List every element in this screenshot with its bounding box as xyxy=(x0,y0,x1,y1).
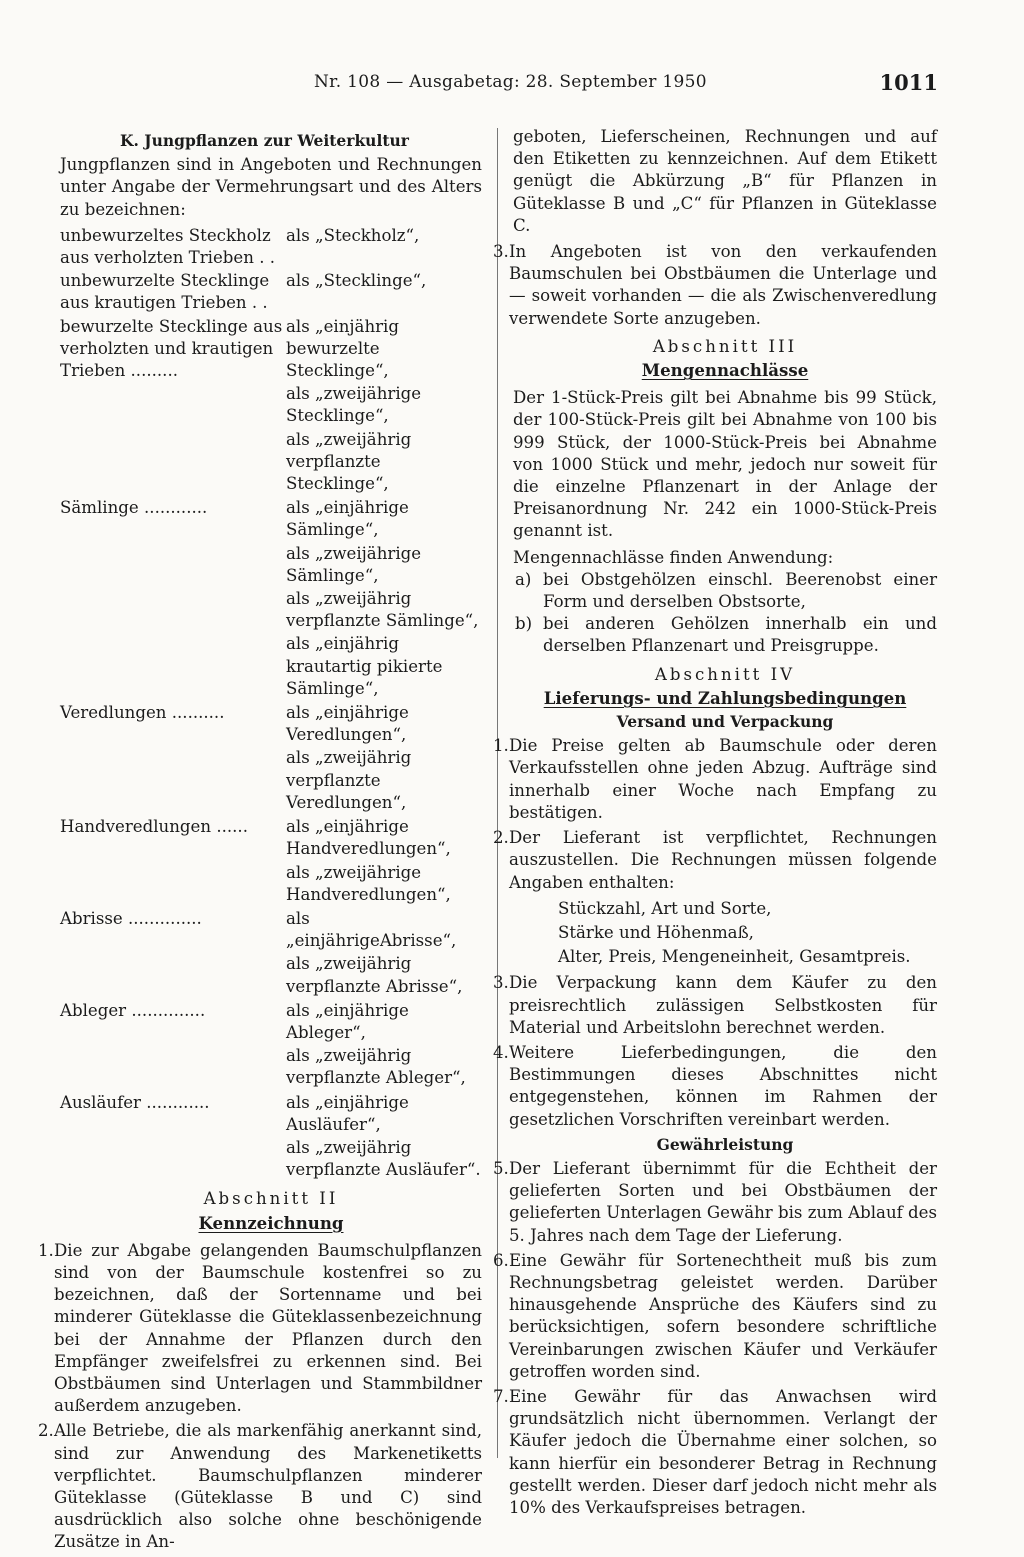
term-desc: als „zweijährige Handveredlungen“, xyxy=(286,862,451,904)
numbered-item xyxy=(493,241,937,330)
plant-term-list xyxy=(60,225,482,1183)
left-column xyxy=(38,126,482,1557)
item-number: 2. xyxy=(38,1421,54,1441)
section-3-title: Mengennachlässe xyxy=(641,360,809,381)
invoice-line: Stückzahl, Art und Sorte, xyxy=(558,898,772,918)
item-text: Alle Betriebe, die als markenfähig anerkannt sind, sind zur Anwendung des Markenetiketts verpflichtet. Baumschulpflanzen minderer Güteklasse (Güteklasse B und C) sind ausdrücklich also solche ohne beschönigende Zusätze in An- xyxy=(54,1421,482,1552)
section-k-intro: Jungpflanzen sind in Angeboten und Rechnungen unter Angabe der Vermehrungsart und des Alters zu bezeichnen: xyxy=(60,155,482,219)
term: Veredlungen .......... xyxy=(60,703,225,723)
numbered-item xyxy=(493,1158,938,1247)
item-number: 7. xyxy=(493,1386,509,1406)
term-desc: als „einjährigeAbrisse“, xyxy=(286,908,457,951)
page-header xyxy=(0,70,1024,100)
item-number: 3. xyxy=(493,242,509,262)
term-desc: als „Steckholz“, xyxy=(286,225,420,245)
invoice-requirements xyxy=(513,898,937,969)
section-4-title: Lieferungs- und Zahlungsbedingungen xyxy=(543,687,907,708)
term: Abrisse .............. xyxy=(60,908,202,928)
term-desc: als „zweijährige Stecklinge“, xyxy=(286,384,422,426)
term: unbewurzeltes Steckholz aus verholzten Trieben . . xyxy=(60,225,276,268)
term-desc: als „zweijährig verpflanzte Stecklinge“, xyxy=(286,429,412,494)
term-desc: als „einjährige Veredlungen“, xyxy=(286,703,409,745)
term-entry xyxy=(60,497,482,701)
item-text: Eine Gewähr für Sortenechtheit muß bis zum Rechnungsbetrag geleistet werden. Darüber hinausgehende Ansprüche des Käufers sind zu berücksichtigen, sofern besondere schriftliche Vereinbarungen zwischen Käufer und Verkäufer getroffen worden sind. xyxy=(509,1250,937,1381)
numbered-item xyxy=(493,827,937,894)
item-text: In Angeboten ist von den verkaufenden Baumschulen bei Obstbäumen die Unterlage und — soweit vorhanden — die als Zwischenveredlung verwendete Sorte anzugeben. xyxy=(509,242,937,328)
term-desc: als „einjährige Ausläufer“, xyxy=(286,1092,409,1134)
item-number: 1. xyxy=(38,1240,54,1260)
item-text: Weitere Lieferbedingungen, die den Bestimmungen dieses Abschnittes nicht entgegenstehen, können im Rahmen der gesetzlichen Vorschriften vereinbart werden. xyxy=(509,1042,937,1129)
term: Sämlinge ............ xyxy=(60,498,208,518)
list-text: bei anderen Gehölzen innerhalb ein und derselben Pflanzenart und Preisgruppe. xyxy=(543,614,937,656)
numbered-item xyxy=(38,1240,482,1418)
section-3-paragraph-2: Mengennachlässe finden Anwendung: xyxy=(513,547,834,567)
invoice-line: Stärke und Höhenmaß, xyxy=(558,922,754,942)
item-number: 1. xyxy=(493,736,509,756)
term: Ableger .............. xyxy=(60,1000,206,1020)
term: Handveredlungen ...... xyxy=(60,817,248,837)
term-desc: als „zweijährige Sämlinge“, xyxy=(286,543,422,585)
term-desc: als „einjährig bewurzelte Stecklinge“, xyxy=(286,316,399,381)
term-entry xyxy=(60,702,482,815)
term-desc: als „zweijährig verpflanzte Sämlinge“, xyxy=(286,589,479,631)
item-number: 5. xyxy=(493,1158,509,1178)
term-desc: als „einjährige Sämlinge“, xyxy=(286,498,409,540)
item-number: 4. xyxy=(493,1042,509,1062)
numbered-item xyxy=(493,972,937,1039)
item-text: Der Lieferant übernimmt für die Echtheit der gelieferten Sorten und bei Obstbäumen der gelieferten Unterlagen Gewähr bis zum Ablauf des 5. Jahres nach dem Tage der Lieferung. xyxy=(509,1158,938,1245)
right-column xyxy=(493,126,938,1522)
term: Ausläufer ............ xyxy=(60,1092,210,1112)
item-text: Der Lieferant ist verpflichtet, Rechnungen auszustellen. Die Rechnungen müssen folgende Angaben enthalten: xyxy=(509,828,937,892)
item-number: 6. xyxy=(493,1250,509,1270)
item-number: 2. xyxy=(493,828,509,848)
section-4-label: Abschnitt IV xyxy=(654,664,796,684)
item-text: Die zur Abgabe gelangenden Baumschulpflanzen sind von der Baumschule kostenfrei so zu bezeichnen, daß der Sortenname und bei minderer Güteklasse die Güteklassenbezeichnung bei der Annahme der Pflanzen durch den Empfänger zweifelsfrei zu erkennen sind. Bei Obstbäumen sind Unterlagen und Stammbildner außerdem anzugeben. xyxy=(54,1240,482,1416)
numbered-item xyxy=(38,1420,482,1553)
term-desc: als „einjährige Ableger“, xyxy=(286,1000,409,1042)
term-entry xyxy=(60,1092,482,1183)
term: unbewurzelte Stecklinge aus krautigen Trieben . . xyxy=(60,271,270,313)
section-2-label: Abschnitt II xyxy=(203,1189,339,1209)
term-desc: als „zweijährig verpflanzte Abrisse“, xyxy=(286,954,463,996)
section-3-paragraph: Der 1-Stück-Preis gilt bei Abnahme bis 99 Stück, der 100-Stück-Preis gilt bei Abnahme von 100 bis 999 Stück, der 1000-Stück-Preis bei Abnahme von 1000 Stück und mehr, jedoch nur soweit für die einzelne Pflanzenart in der Anlage der Preisanordnung Nr. 242 ein 1000-Stück-Preis genannt ist. xyxy=(513,388,937,541)
invoice-line: Alter, Preis, Mengeneinheit, Gesamtpreis. xyxy=(558,947,911,967)
term-entry xyxy=(60,270,482,314)
term: bewurzelte Stecklinge aus verholzten und krautigen Trieben ......... xyxy=(60,316,283,381)
subheading-warranty: Gewährleistung xyxy=(656,1134,794,1154)
continued-paragraph: geboten, Lieferscheinen, Rechnungen und auf den Etiketten zu kennzeichnen. Auf dem Etikett genügt die Abkürzung „B“ für Pflanzen in Güteklasse B und „C“ für Pflanzen in Güteklasse C. xyxy=(513,127,937,235)
list-item xyxy=(513,613,937,657)
discount-list xyxy=(513,569,937,658)
numbered-item xyxy=(493,1042,937,1131)
item-number: 3. xyxy=(493,973,509,993)
term-desc: als „einjährig krautartig pikierte Sämlinge“, xyxy=(286,634,443,698)
item-text: Die Verpackung kann dem Käufer zu den preisrechtlich zulässigen Selbstkosten für Material und Arbeitslohn berechnet werden. xyxy=(509,973,937,1037)
term-entry xyxy=(60,1000,482,1091)
numbered-item xyxy=(493,1386,937,1519)
list-label: a) xyxy=(515,569,532,589)
list-item xyxy=(513,569,937,613)
subheading-shipping: Versand und Verpackung xyxy=(616,712,834,732)
item-text: Die Preise gelten ab Baumschule oder deren Verkaufsstellen ohne jeden Abzug. Aufträge sind innerhalb einer Woche nach Empfang zu bestätigen. xyxy=(509,736,937,822)
term-entry xyxy=(60,316,482,497)
issue-title: Nr. 108 — Ausgabetag: 28. September 1950 xyxy=(314,72,707,92)
section-3-label: Abschnitt III xyxy=(652,336,798,356)
term-entry xyxy=(60,816,482,907)
term-entry xyxy=(60,908,482,999)
item-text: Eine Gewähr für das Anwachsen wird grundsätzlich nicht übernommen. Verlangt der Käufer jedoch die Übernahme einer solchen, so kann hierfür ein besonderer Betrag in Rechnung gestellt werden. Dieser darf jedoch nicht mehr als 10% des Verkaufspreises betragen. xyxy=(509,1386,937,1517)
term-desc: als „Stecklinge“, xyxy=(286,271,427,291)
term-desc: als „zweijährig verpflanzte Ableger“, xyxy=(286,1046,466,1088)
list-label: b) xyxy=(515,614,533,634)
section-2-title: Kennzeichnung xyxy=(198,1212,344,1233)
numbered-item xyxy=(493,735,937,824)
term-entry xyxy=(60,225,482,269)
term-desc: als „einjährige Handveredlungen“, xyxy=(286,817,451,859)
term-desc: als „zweijährig verpflanzte Ausläufer“. xyxy=(286,1137,481,1180)
numbered-item xyxy=(493,1250,937,1383)
term-desc: als „zweijährig verpflanzte Veredlungen“, xyxy=(286,748,412,812)
section-k-heading: K. Jungpflanzen zur Weiterkultur xyxy=(120,131,409,150)
page-number: 1011 xyxy=(879,70,938,95)
list-text: bei Obstgehölzen einschl. Beerenobst einer Form und derselben Obstsorte, xyxy=(543,569,937,612)
